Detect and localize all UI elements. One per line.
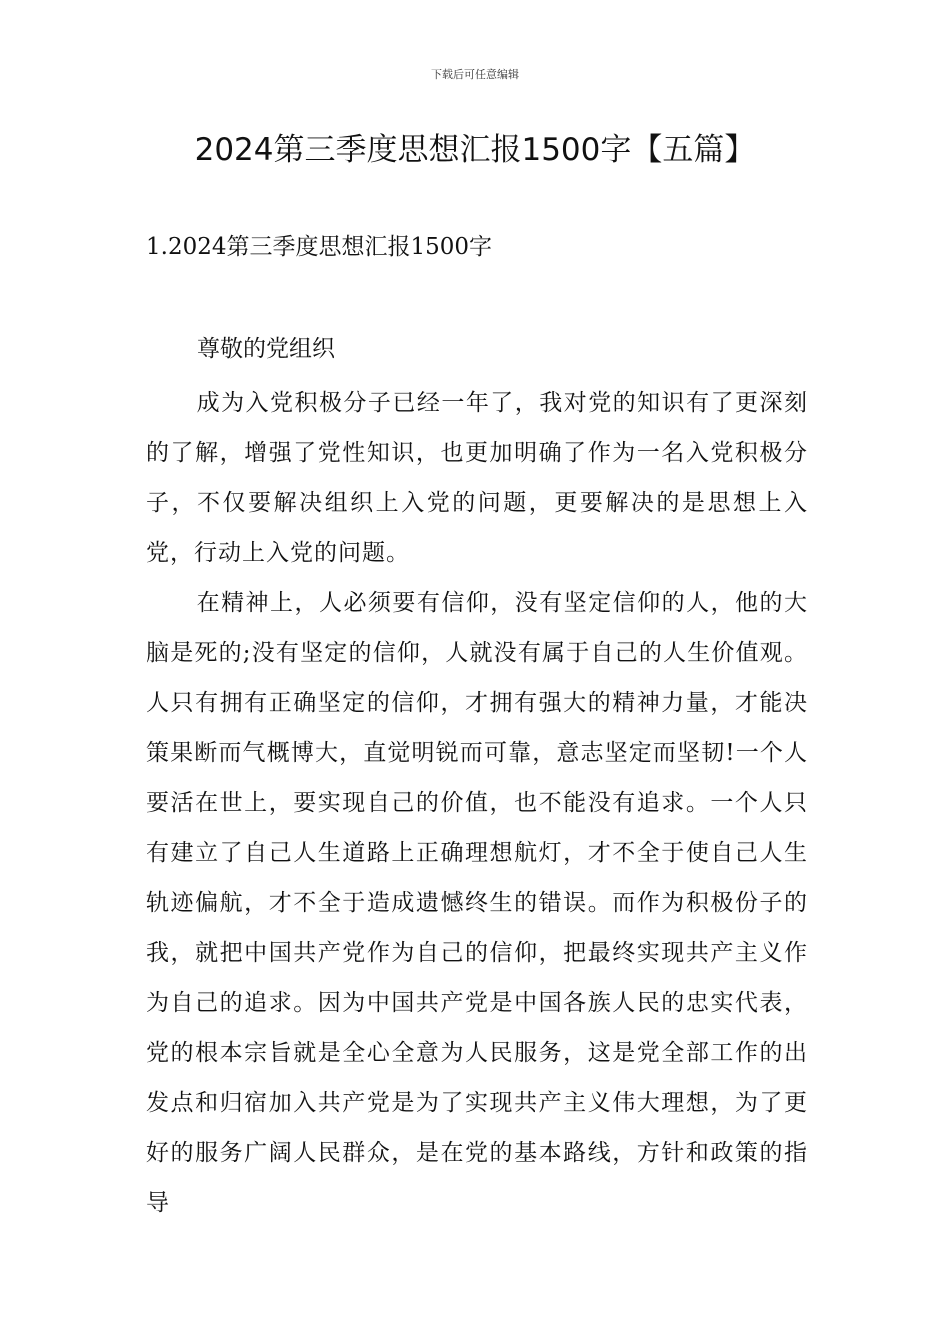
page-header-note: 下载后可任意编辑 — [431, 68, 519, 81]
section-heading: 1.2024第三季度思想汇报1500字 — [146, 234, 493, 260]
document-title: 2024第三季度思想汇报1500字【五篇】 — [194, 132, 756, 168]
body-paragraph-2: 在精神上，人必须要有信仰，没有坚定信仰的人，他的大脑是死的;没有坚定的信仰，人就没有属于自己的人生价值观。人只有拥有正确坚定的信仰，才拥有强大的精神力量，才能决策果断而气概博大，直觉明锐而可靠，意志坚定而坚韧!一个人要活在世上，要实现自己的价值，也不能没有追求。一个人只有建立了自己人生道路上正确理想航灯，才不全于使自己人生轨迹偏航，才不全于造成遗憾终生的错误。而作为积极份子的我，就把中国共产党作为自己的信仰，把最终实现共产主义作为自己的追求。因为中国共产党是中国各族人民的忠实代表，党的根本宗旨就是全心全意为人民服务，这是党全部工作的出发点和归宿加入共产党是为了实现共产主义伟大理想，为了更好的服务广阔人民群众，是在党的基本路线，方针和政策的指导 — [146, 590, 808, 1216]
body-paragraph-1: 成为入党积极分子已经一年了，我对党的知识有了更深刻的了解，增强了党性知识，也更加明确了作为一名入党积极分子，不仅要解决组织上入党的问题，更要解决的是思想上入党，行动上入党的问题。 — [146, 390, 808, 566]
salutation: 尊敬的党组织 — [197, 336, 335, 362]
document-body — [146, 378, 808, 1228]
